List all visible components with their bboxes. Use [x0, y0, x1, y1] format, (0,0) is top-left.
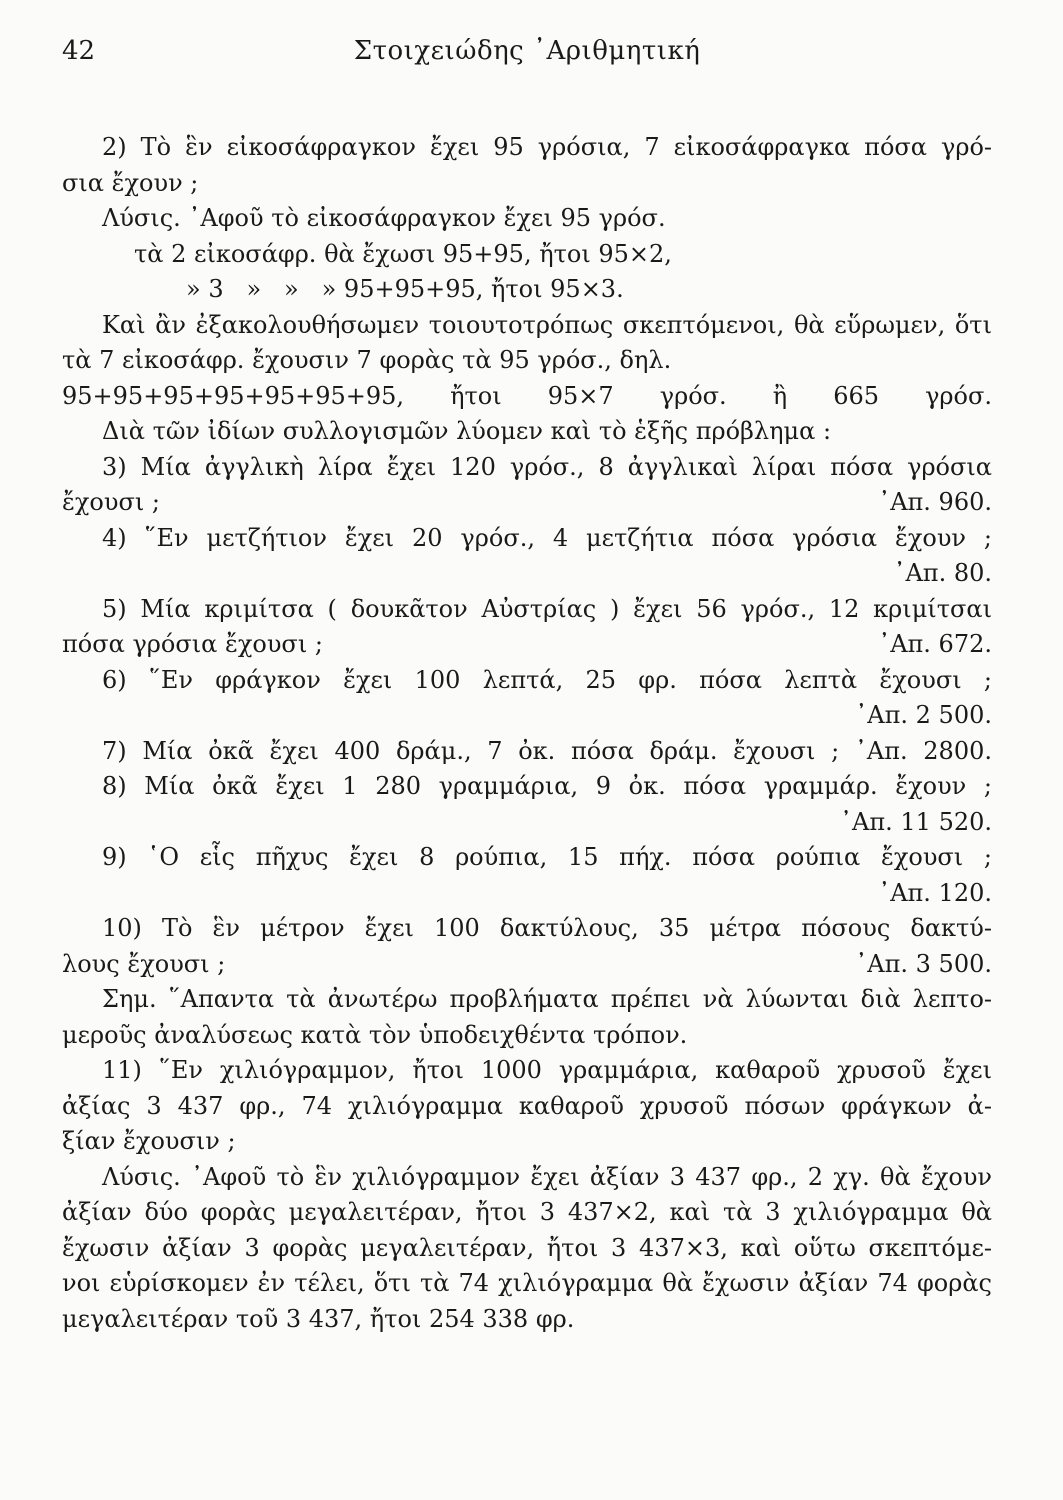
solution-11-line-5: μεγαλειτέραν τοῦ 3 437, ἤτοι 254 338 φρ.	[62, 1304, 575, 1333]
problem-6-line-1: 6) ῞Εν φράγκον ἔχει 100 λεπτά, 25 φρ. πόσα λεπτὰ ἔχουσι ;	[102, 665, 992, 694]
solution-2-line-2: τὰ 2 εἰκοσάφρ. θὰ ἔχωσι 95+95, ἤτοι 95×2,	[134, 239, 672, 268]
problem-4-answer: ᾿Απ. 80.	[893, 559, 992, 587]
problem-3-answer: ᾿Απ. 960.	[878, 488, 992, 516]
problem-9-answer: ᾿Απ. 120.	[878, 878, 992, 907]
problem-10-answer: ᾿Απ. 3 500.	[855, 949, 992, 978]
problem-4-line-1: 4) ῞Εν μετζήτιον ἔχει 20 γρόσ., 4 μετζήτια πόσα γρόσια ἔχουν ;	[102, 523, 992, 552]
page-number: 42	[62, 36, 96, 66]
solution-2-line-4: Καὶ ἂν ἐξακολουθήσωμεν τοιουτοτρόπως σκεπτόμενοι, θὰ εὕρωμεν, ὅτι	[102, 310, 992, 339]
transition-line: Διὰ τῶν ἰδίων συλλογισμῶν λύομεν καὶ τὸ ἑξῆς πρόβλημα :	[102, 417, 832, 445]
solution-2-line-1: Λύσις. ᾿Αφοῦ τὸ εἰκοσάφραγκον ἔχει 95 γρόσ.	[102, 204, 666, 232]
page	[62, 36, 992, 1337]
solution-2-line-3: » 3 » » » 95+95+95, ἤτοι 95×3.	[186, 275, 624, 303]
problem-5-line-1: 5) Μία κριμίτσα ( δουκᾶτον Αὐστρίας ) ἔχει 56 γρόσ., 12 κριμίτσαι	[102, 594, 992, 623]
problem-3-line-1: 3) Μία ἀγγλικὴ λίρα ἔχει 120 γρόσ., 8 ἀγγλικαὶ λίραι πόσα γρόσια	[102, 452, 992, 481]
problem-9-line-1: 9) ῾Ο εἷς πῆχυς ἔχει 8 ρούπια, 15 πήχ. πόσα ρούπια ἔχουσι ;	[102, 843, 992, 871]
problem-11-line-2: ἀξίας 3 437 φρ., 74 χιλιόγραμμα καθαροῦ χρυσοῦ πόσων φράγκων ἀ-	[62, 1091, 992, 1120]
note-line-1: Σημ. ῞Απαντα τὰ ἀνωτέρω προβλήματα πρέπει νὰ λύωνται διὰ λεπτο-	[102, 985, 992, 1013]
solution-2-line-6: 95+95+95+95+95+95+95, ἤτοι 95×7 γρόσ. ἢ 665 γρόσ.	[62, 381, 992, 410]
problem-5-line-2	[62, 627, 992, 663]
problem-10-line-1: 10) Τὸ ἓν μέτρον ἔχει 100 δακτύλους, 35 μέτρα πόσους δακτύ-	[102, 914, 992, 942]
problem-2-line-2: σια ἔχουν ;	[62, 168, 199, 197]
solution-11-line-3: ἔχωσιν ἀξίαν 3 φορὰς μεγαλειτέραν, ἤτοι 3 437×3, καὶ οὕτω σκεπτόμε-	[62, 1233, 992, 1262]
problem-7-line-1: 7) Μία ὀκᾶ ἔχει 400 δράμ., 7 ὀκ. πόσα δράμ. ἔχουσι ; ᾿Απ. 2800.	[102, 736, 992, 765]
note-line-2: μεροῦς ἀναλύσεως κατὰ τὸν ὑποδειχθέντα τρόπον.	[62, 1020, 688, 1049]
problem-6-answer: ᾿Απ. 2 500.	[855, 701, 992, 729]
problem-3-line-2	[62, 485, 992, 521]
problem-2-line-1: 2) Τὸ ἓν εἰκοσάφραγκον ἔχει 95 γρόσια, 7 εἰκοσάφραγκα πόσα γρό-	[102, 133, 992, 161]
solution-11-line-1: Λύσις. ᾿Αφοῦ τὸ ἓν χιλιόγραμμον ἔχει ἀξίαν 3 437 φρ., 2 χγ. θὰ ἔχουν	[102, 1162, 992, 1191]
problem-10-line-2	[62, 947, 992, 983]
solution-11-line-2: ἀξίαν δύο φορὰς μεγαλειτέραν, ἤτοι 3 437×2, καὶ τὰ 3 χιλιόγραμμα θὰ	[62, 1198, 992, 1226]
problem-5-answer: ᾿Απ. 672.	[878, 630, 992, 658]
problem-11-line-3: ξίαν ἔχουσιν ;	[62, 1127, 236, 1155]
problem-11-line-1: 11) ῞Εν χιλιόγραμμον, ἤτοι 1000 γραμμάρια, καθαροῦ χρυσοῦ ἔχει	[102, 1056, 992, 1084]
page-body	[62, 130, 992, 1337]
problem-3-question-end: ἔχουσι ;	[62, 488, 160, 516]
solution-2-line-5: τὰ 7 εἰκοσάφρ. ἔχουσιν 7 φορὰς τὰ 95 γρόσ., δηλ.	[62, 346, 672, 374]
problem-8-answer: ᾿Απ. 11 520.	[840, 807, 992, 836]
page-header	[62, 36, 992, 76]
problem-8-line-1: 8) Μία ὀκᾶ ἔχει 1 280 γραμμάρια, 9 ὀκ. πόσα γραμμάρ. ἔχουν ;	[102, 772, 992, 800]
problem-10-question-end: λους ἔχουσι ;	[62, 949, 226, 978]
problem-5-question-end: πόσα γρόσια ἔχουσι ;	[62, 630, 323, 658]
solution-11-line-4: νοι εὑρίσκομεν ἐν τέλει, ὅτι τὰ 74 χιλιόγραμμα θὰ ἔχωσιν ἀξίαν 74 φορὰς	[62, 1269, 992, 1297]
running-title: Στοιχειώδης ᾿Αριθμητική	[353, 36, 701, 66]
